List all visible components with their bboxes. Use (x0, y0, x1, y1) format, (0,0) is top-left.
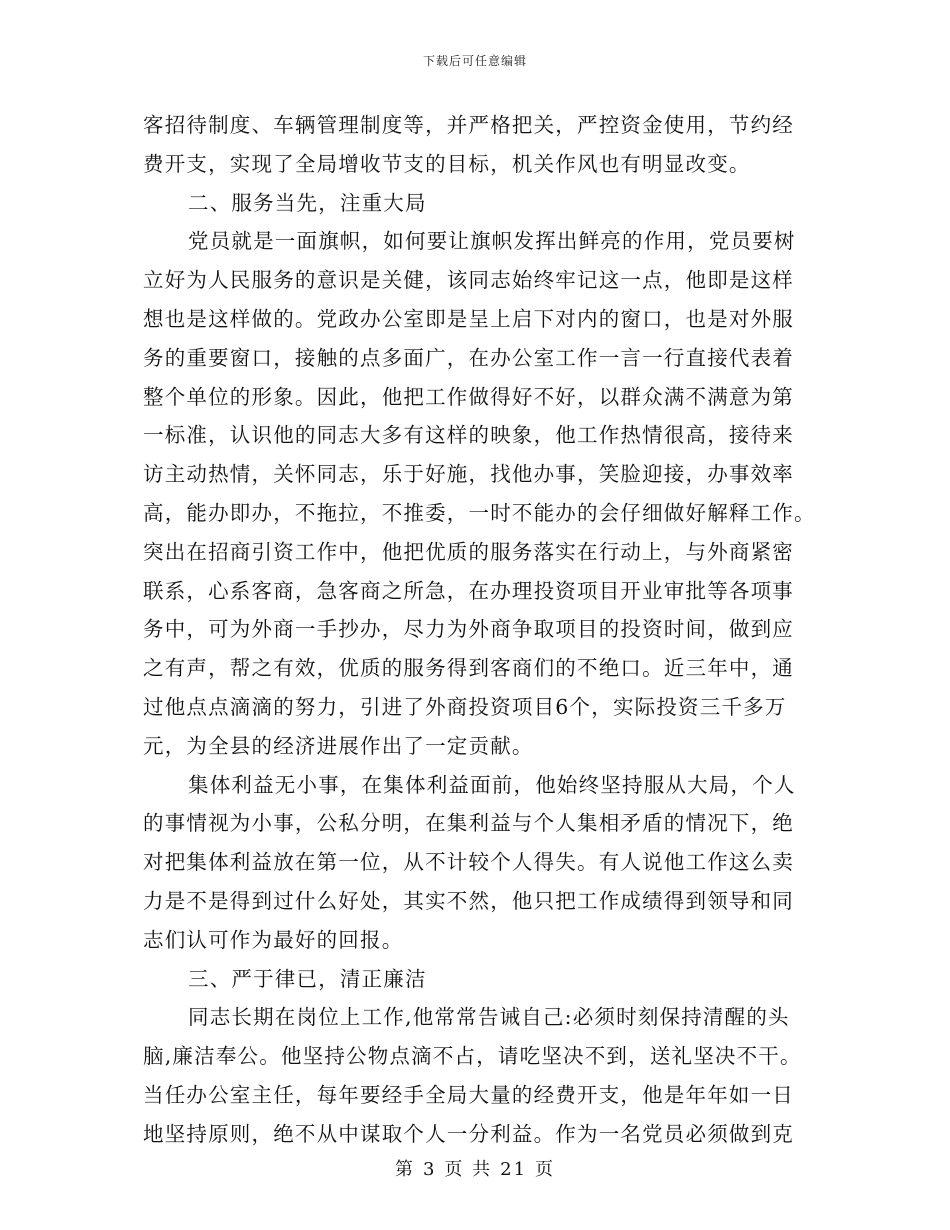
text-line: 地坚持原则，绝不从中谋取个人一分利益。作为一名党员必须做到克 (143, 1121, 794, 1146)
text-line: 脑,廉洁奉公。他坚持公物点滴不占，请吃坚决不到，送礼坚决不干。 (143, 1044, 802, 1069)
text-line: 集体利益无小事，在集体利益面前，他始终坚持服从大局，个人 (188, 772, 796, 797)
document-body (143, 106, 816, 1154)
footer-page-number: 3 (422, 1159, 437, 1180)
footer-suffix: 页 (535, 1159, 556, 1180)
text-line: 一标准，认识他的同志大多有这样的映象，他工作热情很高，接待来 (143, 423, 794, 448)
text-line: 立好为人民服务的意识是关健，该同志始终牢记这一点，他即是这样 (143, 268, 794, 293)
text-line: 过他点点滴滴的努力，引进了外商投资项目6个，实际投资三千多万 (143, 694, 787, 719)
page-footer (0, 1155, 950, 1181)
footer-total-pages: 21 (500, 1159, 528, 1180)
text-line: 联系，心系客商，急客商之所急，在办理投资项目开业审批等各项事 (143, 578, 794, 603)
text-line: 费开支，实现了全局增收节支的目标，机关作风也有明显改变。 (143, 151, 751, 176)
text-line: 力是不是得到过什么好处，其实不然，他只把工作成绩得到领导和同 (143, 888, 794, 913)
text-line: 当任办公室主任，每年要经手全局大量的经费开支，他是年年如一日 (143, 1082, 794, 1107)
text-line: 三、严于律已，清正廉洁 (188, 966, 427, 991)
text-line: 想也是这样做的。党政办公室即是呈上启下对内的窗口，也是对外服 (143, 306, 794, 331)
text-line: 党员就是一面旗帜，如何要让旗帜发挥出鲜亮的作用，党员要树 (188, 229, 796, 254)
text-line: 的事情视为小事，公私分明，在集利益与个人集相矛盾的情况下，绝 (143, 811, 794, 836)
text-line: 对把集体利益放在第一位，从不计较个人得失。有人说他工作这么卖 (143, 850, 794, 875)
text-line: 访主动热情，关怀同志，乐于好施，找他办事，笑脸迎接，办事效率 (143, 462, 794, 487)
text-line: 突出在招商引资工作中，他把优质的服务落实在行动上，与外商紧密 (143, 539, 794, 564)
text-line: 元，为全县的经济进展作出了一定贡献。 (143, 733, 534, 758)
text-line: 二、服务当先，注重大局 (188, 190, 427, 215)
text-line: 同志长期在岗位上工作,他常常告诫自己:必须时刻保持清醒的头 (188, 1005, 790, 1030)
text-line: 志们认可作为最好的回报。 (143, 927, 404, 952)
footer-prefix: 第 (394, 1159, 415, 1180)
text-line: 之有声，帮之有效，优质的服务得到客商们的不绝口。近三年中，通 (143, 656, 794, 681)
text-line: 务的重要窗口，接触的点多面广，在办公室工作一言一行直接代表着 (143, 345, 794, 370)
footer-middle: 页 共 (444, 1159, 493, 1180)
text-line: 高，能办即办，不拖拉，不推委，一时不能办的会仔细做好解释工作。 (143, 500, 816, 525)
page-header: 下载后可任意编辑 (422, 54, 527, 68)
text-line: 务中，可为外商一手抄办，尽力为外商争取项目的投资时间，做到应 (143, 617, 794, 642)
text-line: 客招待制度、车辆管理制度等，并严格把关，严控资金使用，节约经 (143, 113, 794, 137)
text-line: 整个单位的形象。因此，他把工作做得好不好，以群众满不满意为第 (143, 384, 794, 409)
